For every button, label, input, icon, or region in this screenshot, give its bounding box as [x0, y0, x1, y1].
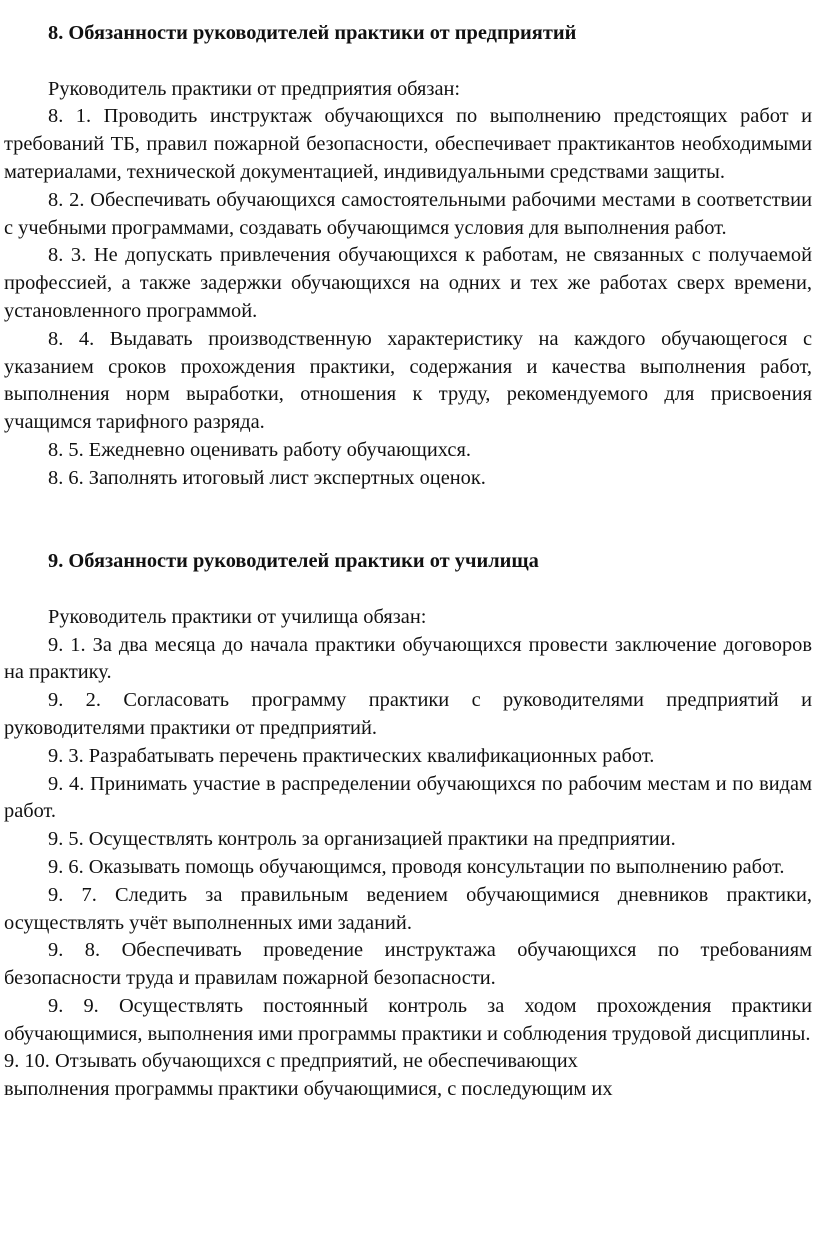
section-8-item-2: 8. 2. Обеспечивать обучающихся самостоятельными рабочими местами в соответствии с учебными программами, создавать обучающимся условия для выполнения работ.	[4, 188, 812, 239]
section-9-item-7: 9. 7. Следить за правильным ведением обучающимися дневников практики, осуществлять учёт выполненных ими заданий.	[4, 883, 812, 934]
spacer	[4, 576, 812, 604]
spacer	[4, 493, 812, 549]
section-8-item-1: 8. 1. Проводить инструктаж обучающихся по выполнению предстоящих работ и требований ТБ, правил пожарной безопасности, обеспечивает практикантов необходимыми материалами, технической документацией, индивидуальными средствами защиты.	[4, 105, 812, 183]
section-9-item-2: 9. 2. Согласовать программу практики с руководителями предприятий и руководителями практики от предприятий.	[4, 689, 812, 739]
section-9-intro: Руководитель практики от училища обязан:	[48, 605, 427, 628]
section-8-item-4: 8. 4. Выдавать производственную характеристику на каждого обучающегося с указанием сроков прохождения практики, содержания и качества выполнения работ, выполнения норм выработки, отношения к труду, рекомендуемого для присвоения учащимся тарифного разряда.	[4, 327, 812, 434]
section-9-heading: 9. Обязанности руководителей практики от училища	[48, 550, 539, 573]
section-9-item-8: 9. 8. Обеспечивать проведение инструктажа обучающихся по требованиям безопасности труда и правилам пожарной безопасности.	[4, 939, 812, 990]
section-9-item-1: 9. 1. За два месяца до начала практики обучающихся провести заключение договоров на практику.	[4, 633, 812, 684]
section-8-intro: Руководитель практики от предприятия обязан:	[48, 77, 461, 100]
section-8-item-5: 8. 5. Ежедневно оценивать работу обучающихся.	[48, 438, 471, 461]
section-9-item-5: 9. 5. Осуществлять контроль за организацией практики на предприятии.	[48, 828, 676, 851]
section-9-item-10-line-1: 9. 10. Отзывать обучающихся с предприятий, не обеспечивающих	[4, 1050, 578, 1073]
document-page	[4, 20, 812, 1104]
section-9-item-9: 9. 9. Осуществлять постоянный контроль за ходом прохождения практики обучающимися, выполнения ими программы практики и соблюдения трудовой дисциплины.	[4, 994, 812, 1045]
section-9-item-6: 9. 6. Оказывать помощь обучающимся, проводя консультации по выполнению работ.	[48, 855, 785, 878]
section-8-item-3: 8. 3. Не допускать привлечения обучающихся к работам, не связанных с получаемой профессией, а также задержки обучающихся на одних и тех же работах сверх времени, установленного программой.	[4, 244, 812, 322]
section-8-item-6: 8. 6. Заполнять итоговый лист экспертных оценок.	[48, 466, 486, 489]
section-9-item-3: 9. 3. Разрабатывать перечень практических квалификационных работ.	[48, 744, 655, 767]
section-9-item-4: 9. 4. Принимать участие в распределении обучающихся по рабочим местам и по видам работ.	[4, 772, 812, 823]
section-9-item-10-line-2: выполнения программы практики обучающимися, с последующим их	[4, 1078, 613, 1101]
section-8-heading: 8. Обязанности руководителей практики от предприятий	[48, 22, 577, 44]
spacer	[4, 48, 812, 76]
